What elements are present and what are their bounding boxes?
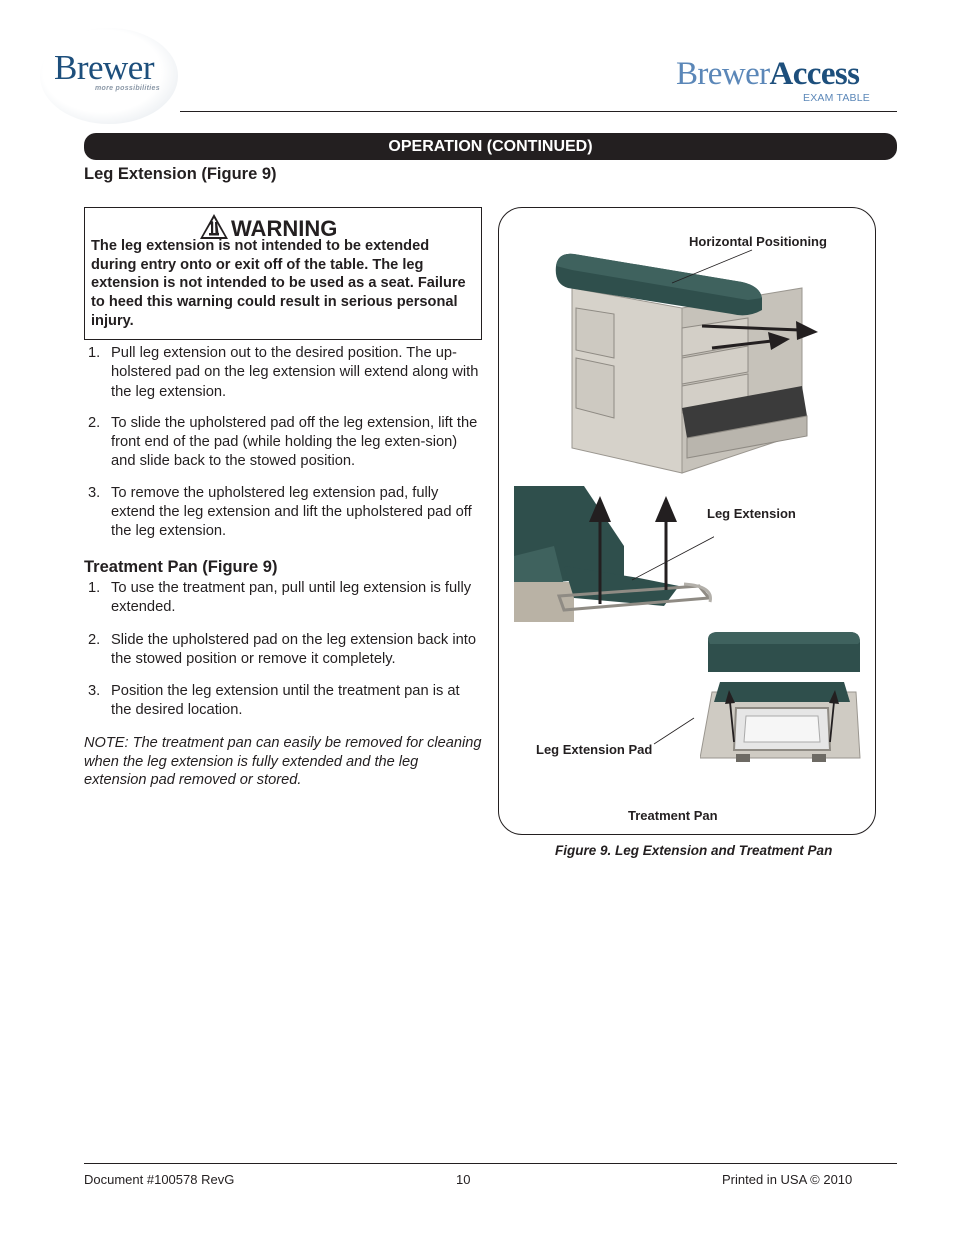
list-item	[84, 579, 484, 618]
leg-extension-heading: Leg Extension (Figure 9)	[84, 165, 277, 183]
step-text: Pull leg extension out to the desired position. The up-holstered pad on the leg extension will extend along with the leg extension.	[111, 345, 479, 400]
leg-extension-label: Leg Extension	[707, 506, 796, 521]
step-text: To slide the upholstered pad off the leg extension, lift the front end of the pad (while holding the leg exten-sion) and slide back to the stowed position.	[111, 414, 478, 470]
brewer-logo-wordmark: Brewer	[54, 48, 155, 87]
leg-extension-steps	[84, 344, 484, 542]
step-number: 3.	[88, 683, 101, 700]
step-number: 1.	[88, 345, 101, 361]
leg-extension-illustration	[514, 486, 714, 622]
step-text: Slide the upholstered pad on the leg extension back into the stowed position or remove it completely.	[111, 631, 477, 667]
product-subtitle: EXAM TABLE	[803, 92, 870, 104]
horizontal-positioning-label: Horizontal Positioning	[689, 234, 827, 249]
list-item	[84, 484, 484, 542]
treatment-pan-note: NOTE: The treatment pan can easily be removed for cleaning when the leg extension is fully extended and the leg extension pad removed or stored.	[84, 735, 482, 789]
step-number: 1.	[88, 580, 101, 596]
step-text: To remove the upholstered leg extension pad, fully extend the leg extension and lift the upholstered pad off the leg extension.	[111, 484, 472, 540]
treatment-pan-steps	[84, 579, 484, 721]
footer-page-number: 10	[456, 1172, 471, 1187]
product-brand	[676, 58, 859, 91]
leg-extension-pad-label: Leg Extension Pad	[536, 742, 653, 757]
step-text: To use the treatment pan, pull until leg extension is fully extended.	[111, 580, 472, 616]
treatment-pan-heading: Treatment Pan (Figure 9)	[84, 558, 278, 576]
step-number: 2.	[88, 414, 101, 431]
warning-triangle-icon	[199, 213, 229, 240]
step-text: Position the leg extension until the treatment pan is at the desired location.	[111, 683, 460, 719]
list-item	[84, 414, 484, 472]
treatment-pan-label: Treatment Pan	[628, 808, 718, 823]
warning-text: The leg extension is not intended to be extended during entry onto or exit off of the table. The leg extension is not intended to be used as a seat. Failure to heed this warning could result in serious personal injury.	[91, 238, 466, 329]
step-number: 2.	[88, 631, 101, 648]
exam-table-illustration	[552, 248, 822, 478]
treatment-pan-illustration	[700, 632, 862, 762]
brewer-logo-tagline: more possibilities	[95, 85, 160, 92]
warning-title: WARNING	[231, 216, 338, 241]
list-item	[84, 344, 484, 402]
list-item	[84, 682, 484, 721]
step-number: 3.	[88, 484, 101, 501]
footer-document-number: Document #100578 RevG	[84, 1172, 235, 1187]
figure-caption: Figure 9. Leg Extension and Treatment Pan	[555, 843, 833, 858]
footer-divider	[84, 1163, 897, 1164]
header-divider	[180, 111, 897, 112]
footer-printed: Printed in USA © 2010	[722, 1172, 853, 1187]
brand-bold-text: Access	[769, 56, 860, 92]
section-title-bar: OPERATION (CONTINUED)	[84, 133, 897, 160]
warning-box	[84, 207, 482, 340]
leg-extension-pad-callout	[650, 716, 700, 748]
list-item	[84, 631, 484, 670]
brand-light-text: Brewer	[676, 56, 770, 92]
